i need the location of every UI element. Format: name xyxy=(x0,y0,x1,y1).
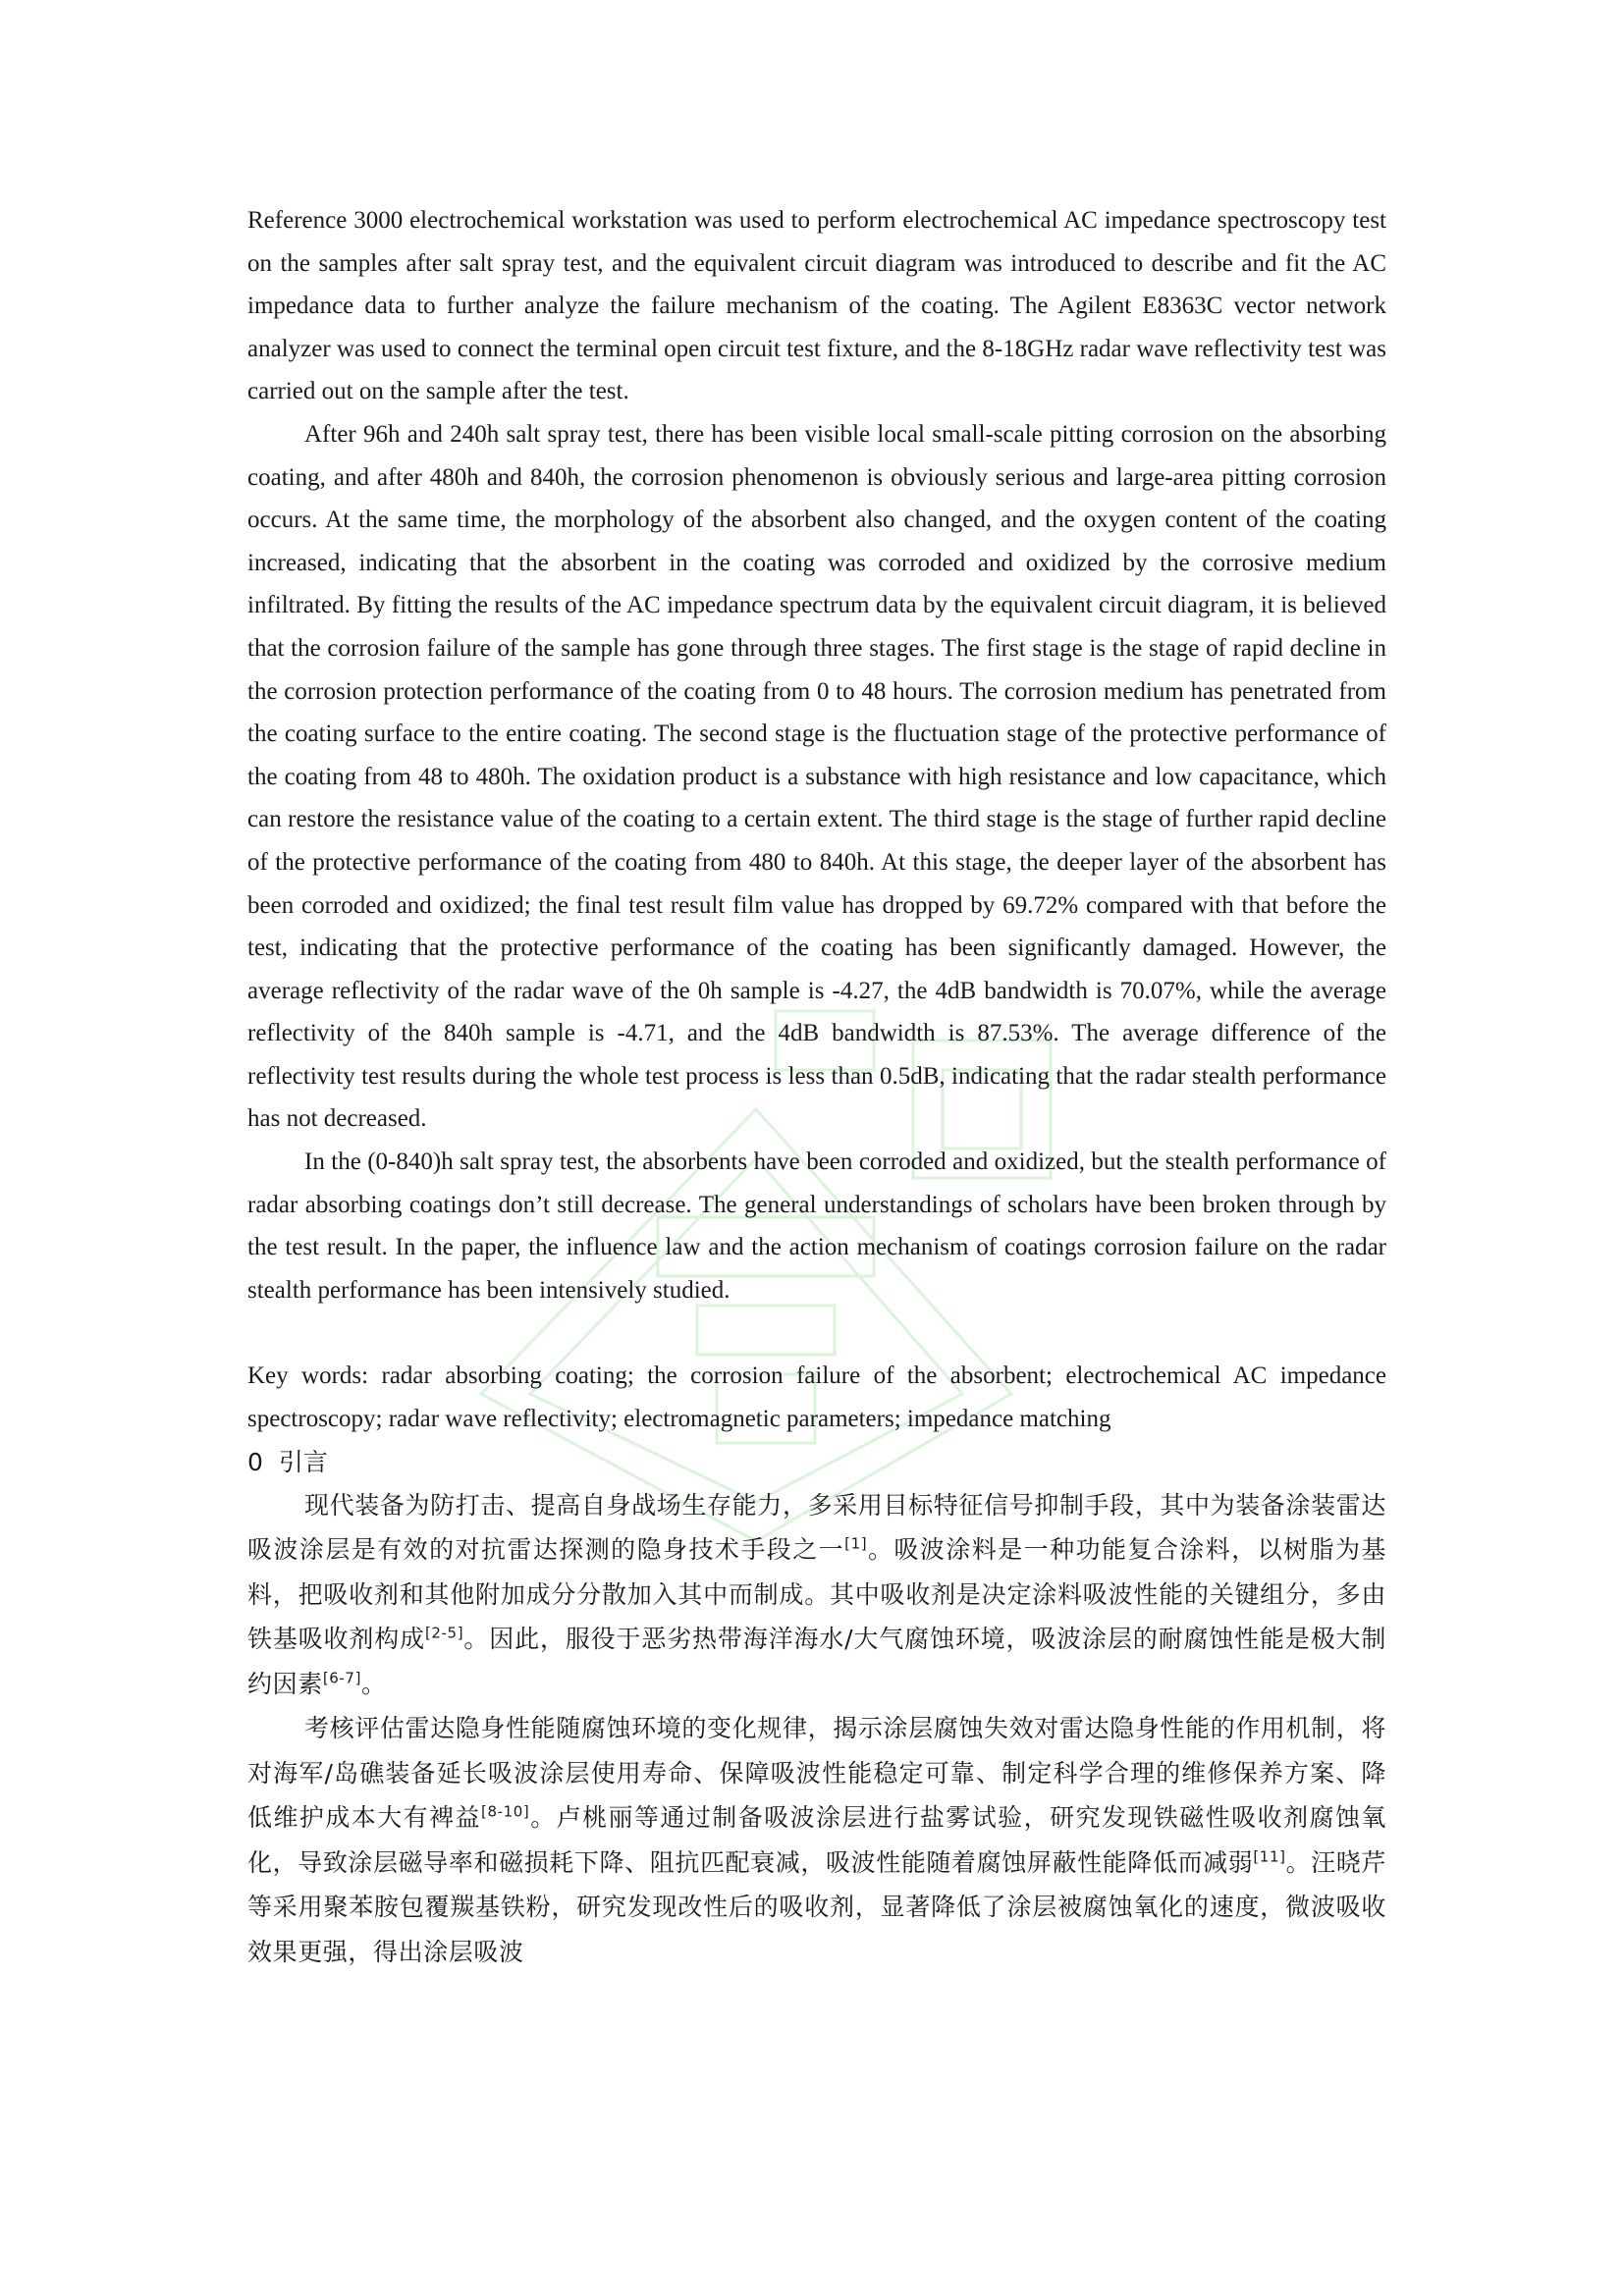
abstract-paragraph-2: After 96h and 240h salt spray test, there has been visible local small-scale pitting corrosion on the absorbing coating, and after 480h and 840h, the corrosion phenomenon is obviously serious and large-area pitting corrosion occurs. At the same time, the morphology of the absorbent also changed, and the oxygen content of the coating increased, indicating that the absorbent in the coating was corroded and oxidized by the corrosive medium infiltrated. By fitting the results of the AC impedance spectrum data by the equivalent circuit diagram, it is believed that the corrosion failure of the sample has gone through three stages. The first stage is the stage of rapid decline in the corrosion protection performance of the coating from 0 to 48 hours. The corrosion medium has penetrated from the coating surface to the entire coating. The second stage is the fluctuation stage of the protective performance of the coating from 48 to 480h. The oxidation product is a substance with high resistance and low capacitance, which can restore the resistance value of the coating to a certain extent. The third stage is the stage of further rapid decline of the protective performance of the coating from 480 to 840h. At this stage, the deeper layer of the absorbent has been corroded and oxidized; the final test result film value has dropped by 69.72% compared with that before the test, indicating that the protective performance of the coating has been significantly damaged. However, the average reflectivity of the radar wave of the 0h sample is -4.27, the 4dB bandwidth is 70.07%, while the average reflectivity of the 840h sample is -4.71, and the 4dB bandwidth is 87.53%. The average difference of the reflectivity test results during the whole test process is less than 0.5dB, indicating that the radar stealth performance has not decreased. xyxy=(247,420,1386,1133)
abstract-paragraph-1: Reference 3000 electrochemical workstation was used to perform electrochemical AC impedance spectroscopy test on the samples after salt spray test, and the equivalent circuit diagram was introduced to describe and fit the AC impedance data to further analyze the failure mechanism of the coating. The Agilent E8363C vector network analyzer was used to connect the terminal open circuit test fixture, and the 8-18GHz radar wave reflectivity test was carried out on the sample after the test. xyxy=(247,207,1386,405)
intro-p1-text-b: 。吸波涂料是一种功能复合涂料，以树脂为基料，把吸收剂和其他附加成分分散加入其中而制成。其中吸收剂是决定涂料吸波性能的关键组分，多由铁基吸收剂构成 xyxy=(247,1535,1386,1654)
abstract-paragraph-3: In the (0-840)h salt spray test, the absorbents have been corroded and oxidized, but the stealth performance of radar absorbing coatings don’t still decrease. The general understandings of scholars have been broken through by the test result. In the paper, the influence law and the action mechanism of coatings corrosion failure on the radar stealth performance has been intensively studied. xyxy=(247,1148,1386,1304)
page-content xyxy=(247,199,1386,1974)
intro-p2-text-a: 考核评估雷达隐身性能随腐蚀环境的变化规律，揭示涂层腐蚀失效对雷达隐身性能的作用机制，将对海军/岛礁装备延长吸波涂层使用寿命、保障吸波性能稳定可靠、制定科学合理的维修保养方案、降低维护成本大有裨益 xyxy=(247,1714,1386,1833)
citation-ref: [11] xyxy=(1253,1847,1286,1866)
section-heading-introduction xyxy=(247,1441,1386,1483)
intro-p1-text-a: 现代装备为防打击、提高自身战场生存能力，多采用目标特征信号抑制手段，其中为装备涂装雷达吸波涂层是有效的对抗雷达探测的隐身技术手段之一 xyxy=(247,1490,1386,1565)
section-title: 引言 xyxy=(278,1447,328,1476)
section-gap xyxy=(247,1311,1386,1355)
intro-p2-text-c: 。汪晓芹等采用聚苯胺包覆羰基铁粉，研究发现改性后的吸收剂，显著降低了涂层被腐蚀氧化的速度，微波吸收效果更强，得出涂层吸波 xyxy=(247,1847,1386,1966)
citation-ref: [8-10] xyxy=(481,1802,530,1821)
intro-paragraph-1 xyxy=(247,1483,1386,1707)
intro-p1-text-d: 。 xyxy=(361,1669,387,1698)
citation-ref: [2-5] xyxy=(424,1624,464,1642)
intro-p2-text-b: 。卢桃丽等通过制备吸波涂层进行盐雾试验，研究发现铁磁性吸收剂腐蚀氧化，导致涂层磁导率和磁损耗下降、阻抗匹配衰减，吸波性能随着腐蚀屏蔽性能降低而减弱 xyxy=(247,1803,1386,1877)
citation-ref: [1] xyxy=(844,1534,868,1553)
section-number: 0 xyxy=(247,1447,263,1476)
keywords: Key words: radar absorbing coating; the corrosion failure of the absorbent; electrochemical AC impedance spectroscopy; radar wave reflectivity; electromagnetic parameters; impedance matching xyxy=(247,1362,1386,1433)
intro-p1-text-c: 。因此，服役于恶劣热带海洋海水/大气腐蚀环境，吸波涂层的耐腐蚀性能是极大制约因素 xyxy=(247,1625,1386,1698)
intro-paragraph-2 xyxy=(247,1706,1386,1974)
citation-ref: [6-7] xyxy=(322,1669,362,1687)
